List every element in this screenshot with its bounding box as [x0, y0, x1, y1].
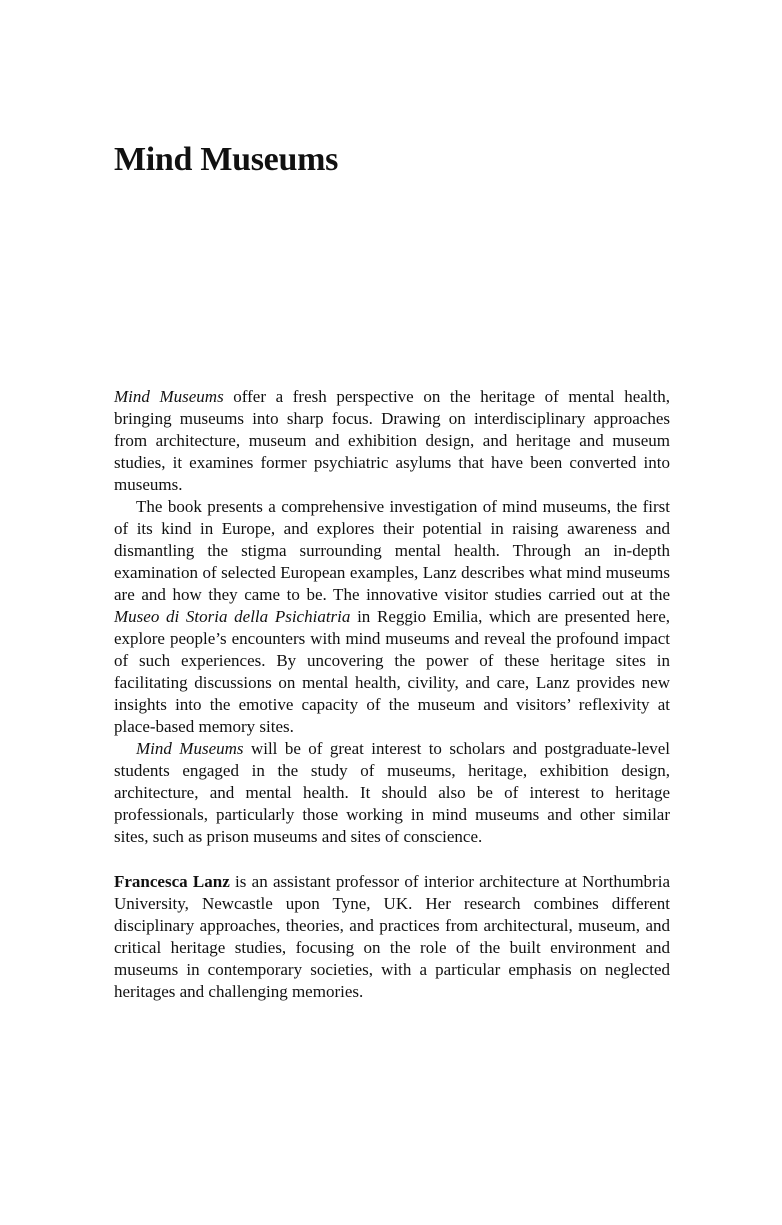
book-title: Mind Museums [114, 141, 339, 178]
museum-name-italic: Museo di Storia della Psichiatria [114, 607, 351, 626]
author-name: Francesca Lanz [114, 872, 230, 891]
paragraph-text: in Reggio Emilia, which are presented here, explore people’s encounters with mind museums and reveal the profound impact of such experiences. By uncovering the power of these heritage sites in facilitating discussions on mental health, civility, and care, Lanz provides new insights into the emotive capacity of the museum and visitors’ reflexivity at place-based memory sites. [114, 607, 671, 736]
paragraph-text: will be of great interest to scholars and postgraduate-level students engaged in the study of museums, heritage, exhibition design, architecture, and mental health. It should also be of interest to heritage professionals, particularly those working in mind museums and other similar sites, such as prison museums and sites of conscience. [114, 739, 670, 846]
description-paragraph-3 [114, 738, 670, 848]
author-bio-text: is an assistant professor of interior architecture at Northumbria University, Newcastle upon Tyne, UK. Her research combines different disciplinary approaches, theories, and practices from architectural, museum, and critical heritage studies, focusing on the role of the built environment and museums in contemporary societies, with a particular emphasis on neglected heritages and challenging memories. [114, 872, 670, 1001]
description-paragraph-2 [114, 496, 670, 738]
paragraph-text: The book presents a comprehensive investigation of mind museums, the first of its kind in Europe, and explores their potential in raising awareness and dismantling the stigma surrounding mental health. Through an in-depth examination of selected European examples, Lanz describes what mind museums are and how they came to be. The innovative visitor studies carried out at the [114, 497, 670, 604]
book-title-italic: Mind Museums [136, 739, 244, 758]
book-title-italic: Mind Museums [114, 387, 224, 406]
paragraph-text: offer a fresh perspective on the heritage of mental health, bringing museums into sharp focus. Drawing on interdisciplinary approaches from architecture, museum and exhibition design, and heritage and museum studies, it examines former psychiatric asylums that have been converted into museums. [114, 387, 670, 494]
book-description [114, 386, 670, 848]
description-paragraph-1 [114, 386, 670, 496]
author-bio-paragraph [114, 871, 670, 1003]
author-bio [114, 871, 670, 1003]
